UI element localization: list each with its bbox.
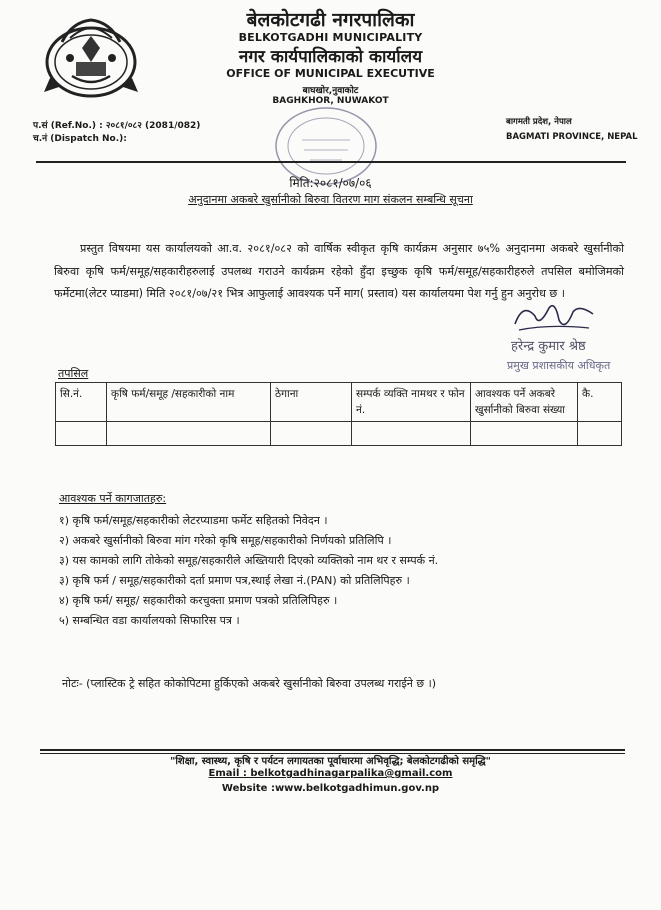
list-item: ३) यस कामको लागि तोकेको समूह/सहकारीले अख्तियारी दिएको व्यक्तिको नाम थर र सम्पर्क नं. — [59, 554, 439, 567]
list-item: १) कृषि फर्म/समूह/सहकारीको लेटरप्याडमा फर्मेट सहितको निवेदन । — [59, 514, 328, 527]
municipality-name-np: बेलकोटगढी नगरपालिका — [246, 9, 415, 31]
table-cell — [578, 422, 622, 446]
table-cell — [352, 422, 471, 446]
address-en: BAGHKHOR, NUWAKOT — [272, 96, 389, 106]
header-divider — [36, 161, 626, 163]
col-serial: सि.नं. — [56, 383, 107, 422]
note-text: नोटः- (प्लास्टिक ट्रे सहित कोकोपिटमा हुर्किएको अकबरे खुर्सानीको बिरुवा उपलब्ध गराईने छ ।) — [62, 677, 437, 690]
table-row — [56, 422, 622, 446]
footer-website[interactable]: Website :www.belkotgadhimun.gov.np — [221, 783, 440, 794]
signatory-name: हरेन्द्र कुमार श्रेष्ठ — [511, 339, 586, 354]
province-np: बागमती प्रदेश, नेपाल — [506, 117, 572, 127]
list-item: ४) कृषि फर्म/ समूह/ सहकारीको करचुक्ता प्रमाण पत्रको प्रतिलिपिहरु । — [59, 594, 338, 607]
documents-title: आवश्यक पर्ने कागजातहरु: — [59, 492, 167, 505]
table-cell — [271, 422, 352, 446]
col-contact: सम्पर्क व्यक्ति नामथर र फोन नं. — [352, 383, 471, 422]
issue-date: मिति:२०८१/०७/०६ — [289, 176, 372, 190]
table-cell — [56, 422, 107, 446]
office-name-np: नगर कार्यपालिकाको कार्यालय — [238, 47, 423, 67]
table-cell — [107, 422, 271, 446]
col-farm-name: कृषि फर्म/समूह /सहकारीको नाम — [107, 383, 271, 422]
footer-email[interactable] — [0, 768, 661, 779]
col-remarks: कै. — [578, 383, 622, 422]
list-item: ५) सम्बन्धित वडा कार्यालयको सिफारिस पत्र । — [59, 614, 240, 627]
signature-icon — [509, 298, 599, 338]
province-en: BAGMATI PROVINCE, NEPAL — [506, 132, 638, 142]
request-format-table — [55, 382, 622, 446]
ref-value: २०८१/०८२ (2081/082) — [105, 121, 201, 131]
list-item: २) अकबरे खुर्सानीको बिरुवा मांग गरेको कृषि समूह/सहकारीको निर्णयको प्रतिलिपि । — [59, 534, 392, 547]
col-quantity: आवश्यक पर्ने अकबरे खुर्सानीको बिरुवा संख्या — [471, 383, 578, 422]
email-link[interactable]: Email : belkotgadhinagarpalika@gmail.com — [208, 768, 453, 779]
list-item: ३) कृषि फर्म / समूह/सहकारीको दर्ता प्रमाण पत्र,स्थाई लेखा नं.(PAN) को प्रतिलिपिहरु । — [59, 574, 410, 587]
col-address: ठेगाना — [271, 383, 352, 422]
signatory-title: प्रमुख प्रशासकीय अधिकृत — [507, 359, 611, 372]
table-cell — [471, 422, 578, 446]
required-documents — [59, 489, 438, 631]
notice-subject: अनुदानमा अकबरे खुर्सानीको बिरुवा वितरण माग संकलन सम्बन्धि सूचना — [188, 193, 473, 206]
ref-number — [33, 118, 200, 131]
address-np: बाघखोर,नुवाकोट — [302, 86, 359, 96]
dispatch-label: च.नं (Dispatch No.): — [33, 134, 127, 144]
notice-body: प्रस्तुत विषयमा यस कार्यालयको आ.व. २०८१/०८२ को वार्षिक स्वीकृत कृषि कार्यक्रम अनुसार ७५% अनुदानमा अकबरे खुर्सानीको बिरुवा कृषि फर्म/समूह/सहकारीहरुलाई उपलब्ध गराउने कार्यक्रम रहेको हुँदा इच्छुक कृषि फर्म/समूह/सहकारीहरुले तपसिल बमोजिमको फर्मेटमा(लेटर प्याडमा) मिति २०८१/०७/२१ भित्र आफुलाई आवश्यक पर्ने माग( प्रस्ताव) यस कार्यालयमा पेश गर्नु हुन अनुरोध छ । — [54, 242, 624, 301]
municipality-name-en: BELKOTGADHI MUNICIPALITY — [238, 31, 423, 44]
ref-label: प.सं (Ref.No.) : — [33, 121, 103, 131]
table-title: तपसिल — [58, 367, 89, 380]
table-header-row — [56, 383, 622, 422]
signature-block — [505, 298, 645, 388]
footer-divider — [40, 749, 625, 751]
office-name-en: OFFICE OF MUNICIPAL EXECUTIVE — [226, 67, 435, 80]
footer-slogan: "शिक्षा, स्वास्थ्य, कृषि र पर्यटन लगायतका पूर्वाधारमा अभिवृद्धि; बेलकोटगढीको समृद्धि" — [170, 756, 491, 767]
